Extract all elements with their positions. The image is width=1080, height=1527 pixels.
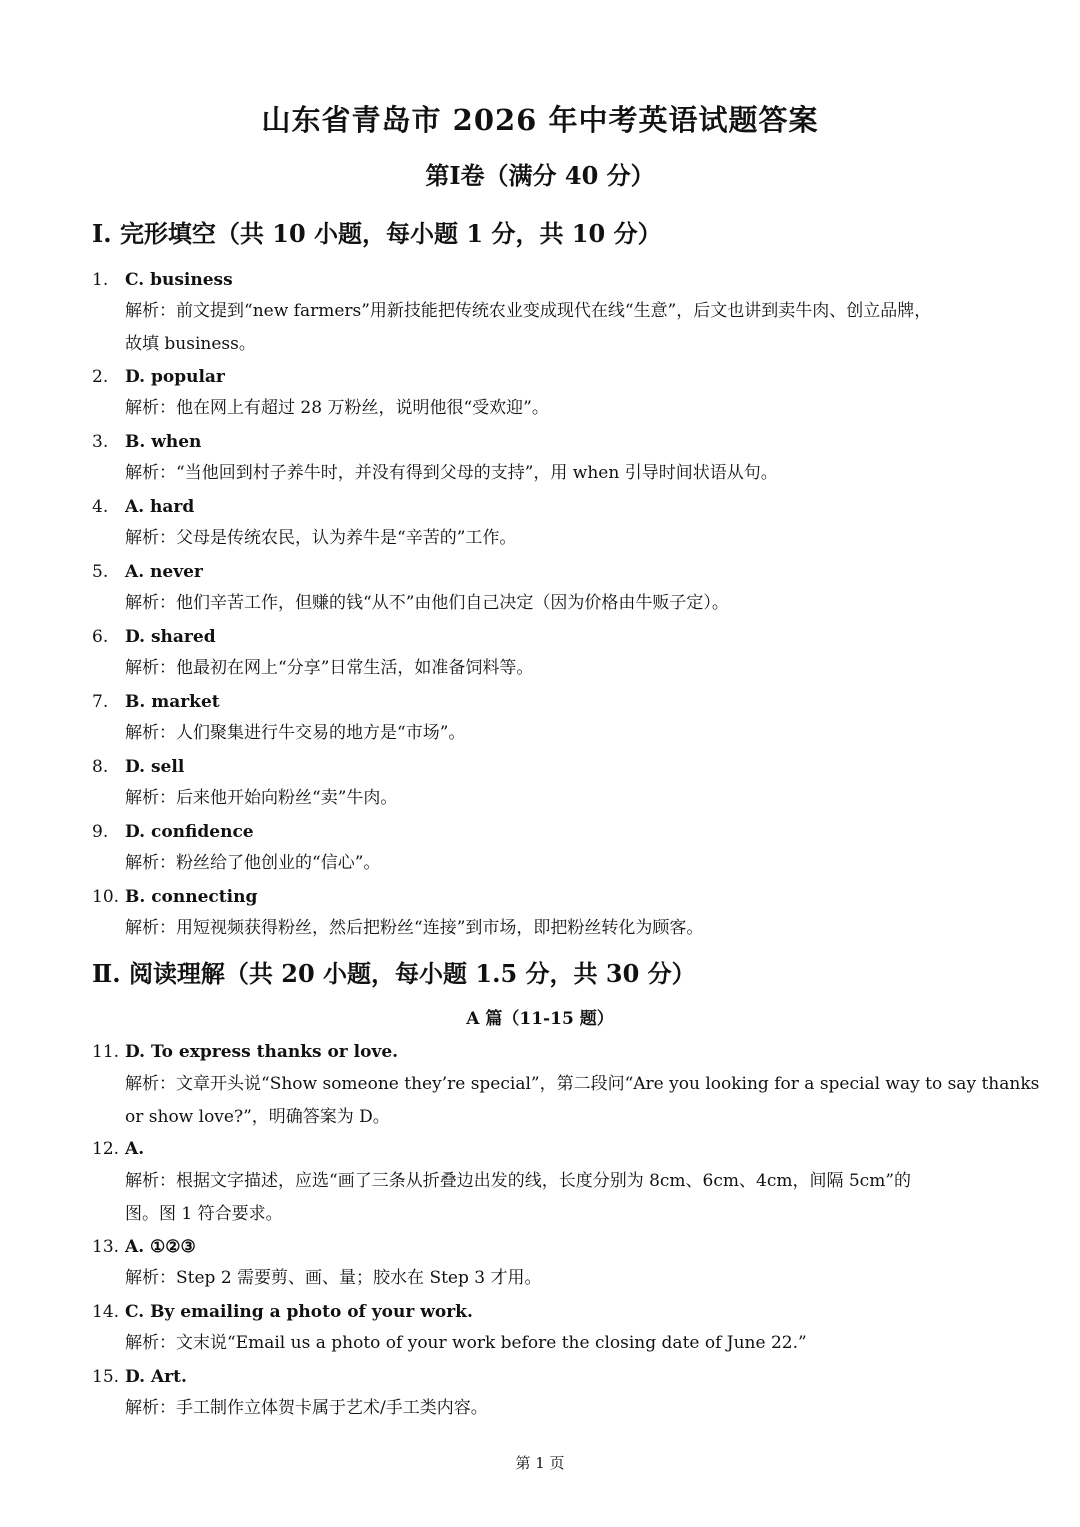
explanation-line: 解析：Step 2 需要剪、画、量；胶水在 Step 3 才用。 xyxy=(125,1268,542,1288)
explanation-line: 解析：父母是传统农民，认为养牛是“辛苦的”工作。 xyxy=(125,528,517,548)
explanation-line: 解析：用短视频获得粉丝，然后把粉丝“连接”到市场，即把粉丝转化为顾客。 xyxy=(125,918,704,938)
explanation-line: 故填 business。 xyxy=(125,334,256,354)
explanation-line: 图。图 1 符合要求。 xyxy=(125,1204,283,1224)
explanation-line: 解析：文末说“Email us a photo of your work before the closing date of June 22.” xyxy=(125,1333,807,1353)
explanation-line: 解析：他在网上有超过 28 万粉丝，说明他很“受欢迎”。 xyxy=(125,398,549,418)
question-number: 4. xyxy=(92,497,109,517)
question-number: 5. xyxy=(92,562,109,582)
explanation-line: 解析：前文提到“new farmers”用新技能把传统农业变成现代在线“生意”，后文也讲到卖牛肉、创立品牌， xyxy=(125,301,932,321)
explanation-line: 解析：人们聚集进行牛交易的地方是“市场”。 xyxy=(125,723,466,743)
answer-text: D. To express thanks or love. xyxy=(125,1042,399,1062)
explanation-line: 解析：文章开头说“Show someone they’re special”，第二段问“Are you looking for a special way to say thanks xyxy=(125,1074,1040,1094)
explanation-line: 解析：根据文字描述，应选“画了三条从折叠边出发的线，长度分别为 8cm、6cm、4cm，间隔 5cm”的 xyxy=(125,1171,912,1191)
answer-text: A. hard xyxy=(125,497,195,517)
answer-text: A. never xyxy=(125,562,203,582)
question-number: 14. xyxy=(92,1302,120,1322)
answer-text: A. ①②③ xyxy=(125,1237,196,1257)
question-number: 6. xyxy=(92,627,109,647)
answer-text: B. connecting xyxy=(125,887,258,907)
question-number: 13. xyxy=(92,1237,120,1257)
question-number: 2. xyxy=(92,367,109,387)
answer-text: D. confidence xyxy=(125,822,254,842)
answer-text: C. business xyxy=(125,270,233,290)
explanation-line: 解析：后来他开始向粉丝“卖”牛肉。 xyxy=(125,788,398,808)
explanation-line: or show love?”，明确答案为 D。 xyxy=(125,1107,390,1127)
answer-text: D. shared xyxy=(125,627,216,647)
explanation-line: 解析：他最初在网上“分享”日常生活，如准备饲料等。 xyxy=(125,658,534,678)
question-number: 12. xyxy=(92,1139,120,1159)
answer-text: B. market xyxy=(125,692,220,712)
page-number: 第 1 页 xyxy=(515,1454,565,1472)
answer-text: D. Art. xyxy=(125,1367,187,1387)
explanation-line: 解析：“当他回到村子养牛时，并没有得到父母的支持”，用 when 引导时间状语从句。 xyxy=(125,463,778,483)
section-heading-cloze: I. 完形填空（共 10 小题，每小题 1 分，共 10 分） xyxy=(92,219,662,248)
explanation-line: 解析：粉丝给了他创业的“信心”。 xyxy=(125,853,381,873)
passage-heading: A 篇（11-15 题） xyxy=(466,1009,614,1029)
question-number: 3. xyxy=(92,432,109,452)
document-title: 山东省青岛市 2026 年中考英语试题答案 xyxy=(261,103,819,137)
explanation-line: 解析：手工制作立体贺卡属于艺术/手工类内容。 xyxy=(125,1398,488,1418)
answer-text: C. By emailing a photo of your work. xyxy=(125,1302,473,1322)
question-number: 8. xyxy=(92,757,109,777)
question-number: 7. xyxy=(92,692,109,712)
question-number: 10. xyxy=(92,887,120,907)
answer-text: B. when xyxy=(125,432,202,452)
answer-text: A. xyxy=(125,1139,145,1159)
explanation-line: 解析：他们辛苦工作，但赚的钱“从不”由他们自己决定（因为价格由牛贩子定）。 xyxy=(125,593,729,613)
answer-text: D. sell xyxy=(125,757,185,777)
section-heading-reading: Ⅱ. 阅读理解（共 20 小题，每小题 1.5 分，共 30 分） xyxy=(92,959,696,988)
question-number: 15. xyxy=(92,1367,120,1387)
question-number: 11. xyxy=(92,1042,120,1062)
volume-title: 第Ⅰ卷（满分 40 分） xyxy=(425,161,655,190)
question-number: 9. xyxy=(92,822,109,842)
question-number: 1. xyxy=(92,270,109,290)
answer-text: D. popular xyxy=(125,367,225,387)
